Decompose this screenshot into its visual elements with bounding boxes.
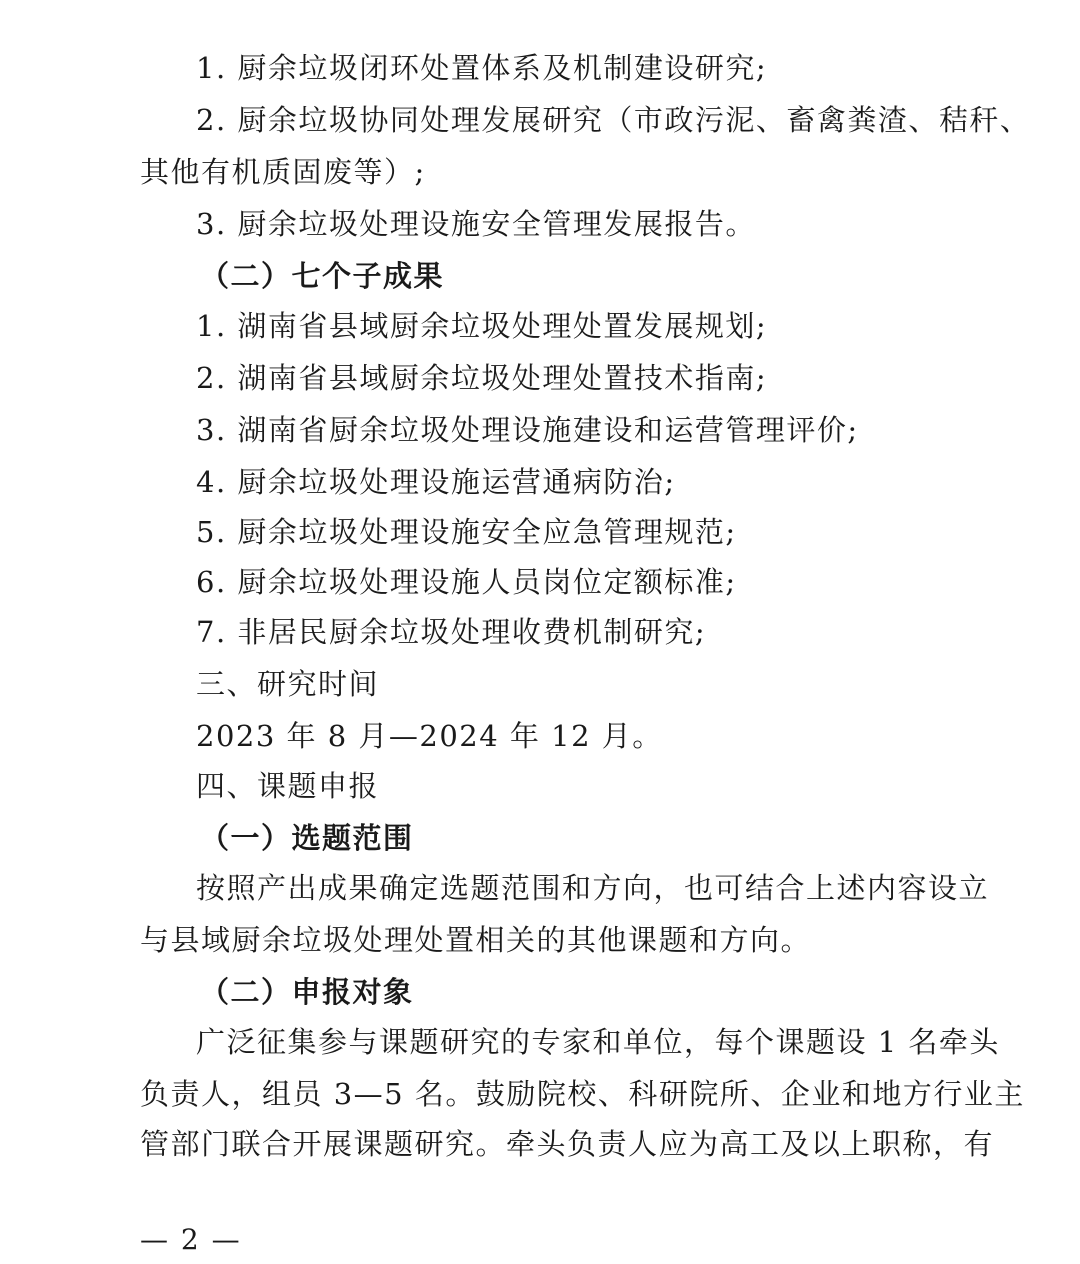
section-heading-research-time: 三、研究时间	[196, 667, 380, 701]
section-heading-topic-application: 四、课题申报	[196, 769, 380, 803]
applicants-paragraph-line-1: 广泛征集参与课题研究的专家和单位，每个课题设 1 名牵头	[196, 1025, 1000, 1059]
applicants-paragraph-line-2: 负责人，组员 3—5 名。鼓励院校、科研院所、企业和地方行业主	[140, 1077, 1025, 1111]
topic-scope-paragraph-line-2: 与县域厨余垃圾处理处置相关的其他课题和方向。	[140, 923, 812, 957]
sub-heading-applicants: （二）申报对象	[200, 975, 414, 1009]
page-number: — 2 —	[140, 1223, 242, 1256]
sub-result-5: 5. 厨余垃圾处理设施安全应急管理规范;	[196, 515, 737, 549]
sub-result-6: 6. 厨余垃圾处理设施人员岗位定额标准;	[196, 565, 737, 599]
list-item-2-continued: 其他有机质固废等）;	[140, 155, 426, 189]
topic-scope-paragraph-line-1: 按照产出成果确定选题范围和方向，也可结合上述内容设立	[196, 871, 990, 905]
sub-result-7: 7. 非居民厨余垃圾处理收费机制研究;	[196, 615, 707, 649]
list-item-1: 1. 厨余垃圾闭环处置体系及机制建设研究;	[196, 51, 768, 85]
section-heading-seven-sub-results: （二）七个子成果	[200, 259, 445, 293]
sub-heading-topic-scope: （一）选题范围	[200, 821, 414, 855]
list-item-2: 2. 厨余垃圾协同处理发展研究（市政污泥、畜禽粪渣、秸秆、	[196, 103, 1031, 137]
sub-result-3: 3. 湖南省厨余垃圾处理设施建设和运营管理评价;	[196, 413, 859, 447]
applicants-paragraph-line-3: 管部门联合开展课题研究。牵头负责人应为高工及以上职称，有	[140, 1127, 995, 1161]
sub-result-2: 2. 湖南省县域厨余垃圾处理处置技术指南;	[196, 361, 768, 395]
list-item-3: 3. 厨余垃圾处理设施安全管理发展报告。	[196, 207, 756, 241]
sub-result-4: 4. 厨余垃圾处理设施运营通病防治;	[196, 465, 676, 499]
sub-result-1: 1. 湖南省县域厨余垃圾处理处置发展规划;	[196, 309, 768, 343]
research-time-range: 2023 年 8 月—2024 年 12 月。	[196, 719, 663, 753]
